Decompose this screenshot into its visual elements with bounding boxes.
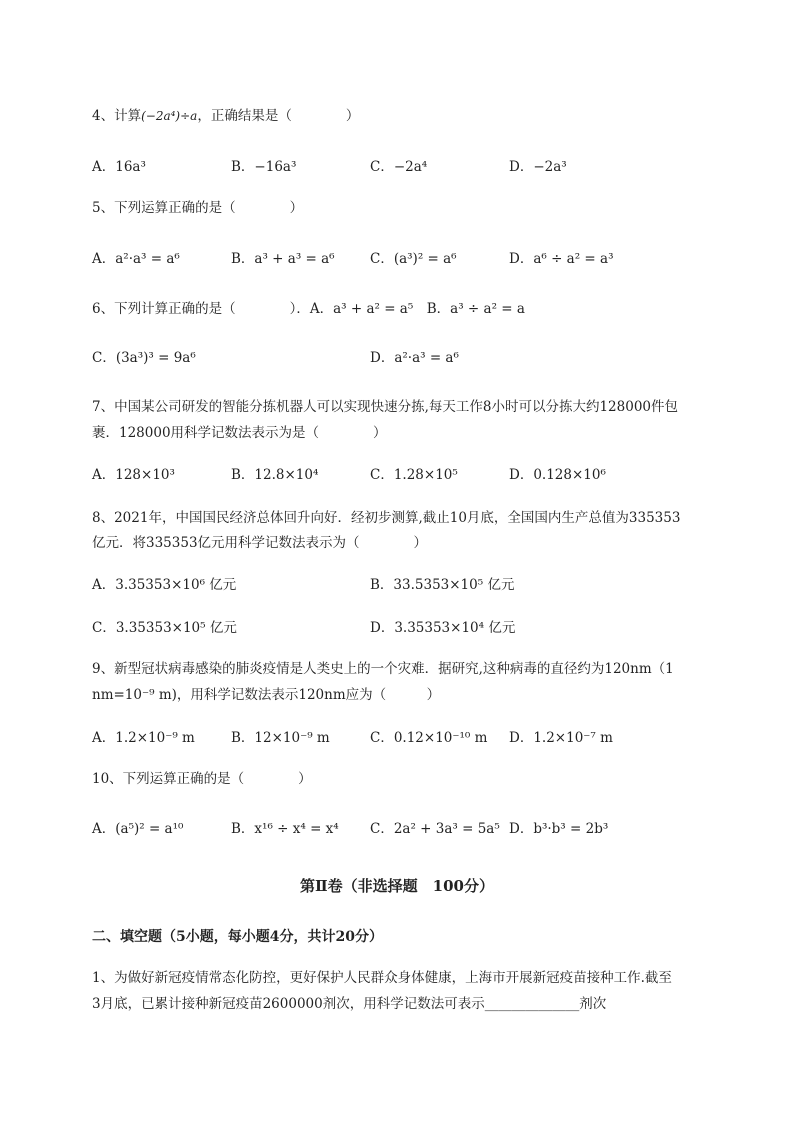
q6-option-c[interactable]: C．(3a³)³ = 9a⁶ xyxy=(92,350,196,366)
q6-stem: 6、下列计算正确的是（ ）．A．a³ + a² = a⁵ B．a³ ÷ a² = a xyxy=(92,301,525,317)
section-fill-blank-heading: 二、填空题（5小题，每小题4分，共计20分） xyxy=(92,929,383,945)
q10-option-b[interactable]: B．x¹⁶ ÷ x⁴ = x⁴ xyxy=(231,821,339,837)
q4-option-b[interactable]: B．−16a³ xyxy=(231,159,297,175)
q7-option-c[interactable]: C．1.28×10⁵ xyxy=(370,467,458,483)
q5-option-b[interactable]: B．a³ + a³ = a⁶ xyxy=(231,251,335,267)
q7-stem-line2: 裹．128000用科学记数法表示为是（ ） xyxy=(92,425,387,441)
q4-option-c[interactable]: C．−2a⁴ xyxy=(370,159,428,175)
q10-option-c[interactable]: C．2a² + 3a³ = 5a⁵ xyxy=(370,821,500,837)
q8-option-d[interactable]: D．3.35353×10⁴ 亿元 xyxy=(370,620,516,636)
q8-option-c[interactable]: C．3.35353×10⁵ 亿元 xyxy=(92,620,237,636)
q8-option-a[interactable]: A．3.35353×10⁶ 亿元 xyxy=(92,577,237,593)
q8-stem-line1: 8、2021年，中国国民经济总体回升向好．经初步测算,截止10月底，全国国内生产总值为335353 xyxy=(92,510,681,526)
q5-option-c[interactable]: C．(a³)² = a⁶ xyxy=(370,251,457,267)
q4-option-d[interactable]: D．−2a³ xyxy=(509,159,567,175)
q8-option-b[interactable]: B．33.5353×10⁵ 亿元 xyxy=(370,577,515,593)
q7-option-d[interactable]: D．0.128×10⁶ xyxy=(509,467,606,483)
fill1-stem-line2[interactable]: 3月底，已累计接种新冠疫苗2600000剂次，用科学记数法可表示______________剂次 xyxy=(92,996,607,1012)
q9-stem-line2: nm=10⁻⁹ m)，用科学记数法表示120nm应为（ ） xyxy=(92,687,441,703)
q9-option-a[interactable]: A．1.2×10⁻⁹ m xyxy=(92,730,195,746)
q4-option-a[interactable]: A．16a³ xyxy=(92,159,146,175)
q5-stem: 5、下列运算正确的是（ ） xyxy=(92,200,304,216)
q9-stem-line1: 9、新型冠状病毒感染的肺炎疫情是人类史上的一个灾难．据研究,这种病毒的直径约为120nm（1 xyxy=(92,661,674,677)
q10-option-d[interactable]: D．b³·b³ = 2b³ xyxy=(509,821,609,837)
q6-option-d[interactable]: D．a²·a³ = a⁶ xyxy=(370,350,459,366)
part2-title: 第Ⅱ卷（非选择题 100分） xyxy=(300,877,494,895)
q7-option-a[interactable]: A．128×10³ xyxy=(92,467,175,483)
q8-stem-line2: 亿元．将335353亿元用科学记数法表示为（ ） xyxy=(92,535,428,551)
q10-stem: 10、下列运算正确的是（ ） xyxy=(92,771,312,787)
q5-option-d[interactable]: D．a⁶ ÷ a² = a³ xyxy=(509,251,614,267)
q7-option-b[interactable]: B．12.8×10⁴ xyxy=(231,467,319,483)
q9-option-d[interactable]: D．1.2×10⁻⁷ m xyxy=(509,730,613,746)
q5-option-a[interactable]: A．a²·a³ = a⁶ xyxy=(92,251,180,267)
fill1-stem-line1: 1、为做好新冠疫情常态化防控，更好保护人民群众身体健康，上海市开展新冠疫苗接种工作.截至 xyxy=(92,970,672,986)
q10-option-a[interactable]: A．(a⁵)² = a¹⁰ xyxy=(92,821,184,837)
q9-option-c[interactable]: C．0.12×10⁻¹⁰ m xyxy=(370,730,488,746)
q4-stem: 4、计算(−2a⁴)÷a，正确结果是（ ） xyxy=(92,108,360,124)
q7-stem-line1: 7、中国某公司研发的智能分拣机器人可以实现快速分拣,每天工作8小时可以分拣大约128000件包 xyxy=(92,399,679,415)
q9-option-b[interactable]: B．12×10⁻⁹ m xyxy=(231,730,330,746)
q4-expression: (−2a⁴)÷a xyxy=(141,109,198,123)
